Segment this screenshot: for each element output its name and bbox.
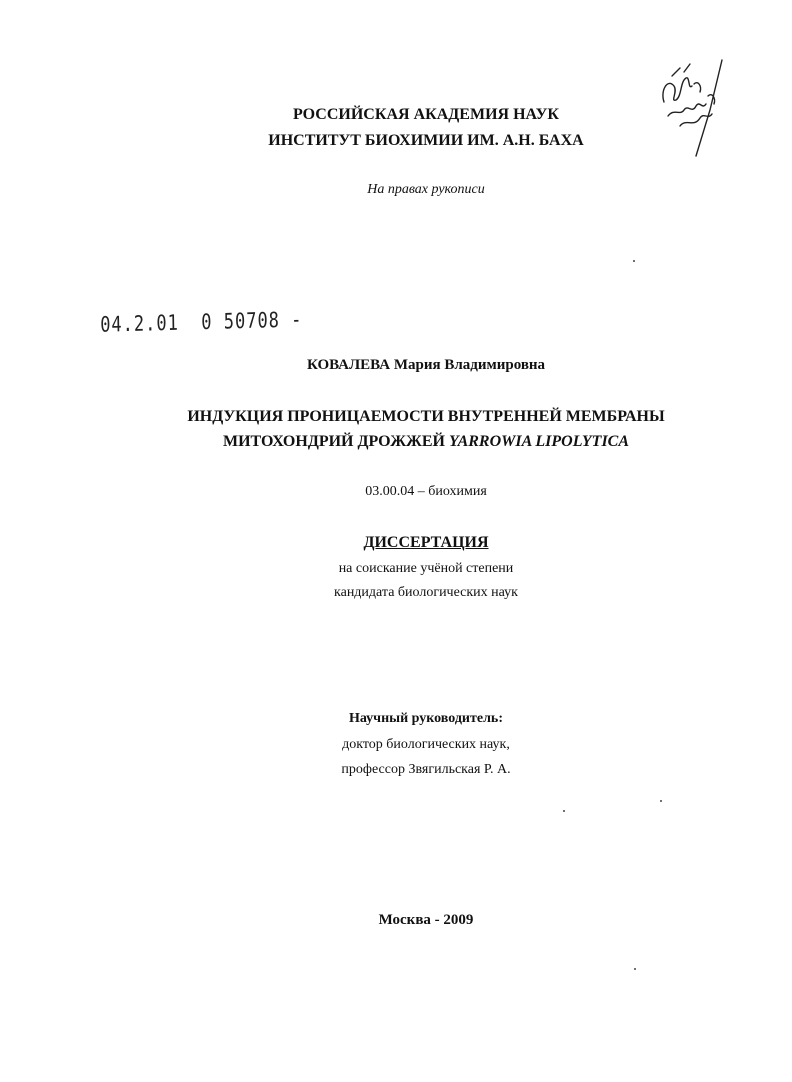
scan-speck xyxy=(633,260,635,262)
supervisor-degree: доктор биологических наук, xyxy=(342,737,510,752)
organization-name: РОССИЙСКАЯ АКАДЕМИЯ НАУК xyxy=(292,106,559,123)
supervisor-heading: Научный руководитель: xyxy=(349,711,503,726)
thesis-title-prefix: МИТОХОНДРИЙ ДРОЖЖЕЙ xyxy=(222,433,449,450)
author-name xyxy=(30,357,792,374)
author-surname: КОВАЛЕВА xyxy=(306,357,391,373)
institute-name: ИНСТИТУТ БИОХИМИИ ИМ. А.Н. БАХА xyxy=(268,132,584,149)
document-type: ДИССЕРТАЦИЯ xyxy=(363,534,489,551)
degree-line2: кандидата биологических наук xyxy=(334,585,518,600)
supervisor-name: профессор Звягильская Р. А. xyxy=(341,762,511,777)
author-given-names: Мария Владимировна xyxy=(393,357,546,373)
thesis-title-line2 xyxy=(30,433,792,451)
scan-speck xyxy=(634,968,636,970)
thesis-title-line1: ИНДУКЦИЯ ПРОНИЦАЕМОСТИ ВНУТРЕННЕЙ МЕМБРАНЫ xyxy=(187,408,665,425)
registration-stamp: 04.2.01 0 50708 - xyxy=(100,307,303,338)
manuscript-rights-note: На правах рукописи xyxy=(367,182,485,197)
specialty-code: 03.00.04 – биохимия xyxy=(365,484,487,499)
degree-line1: на соискание учёной степени xyxy=(338,561,514,576)
scan-speck xyxy=(660,800,662,802)
scan-speck xyxy=(563,810,565,812)
city-and-year: Москва - 2009 xyxy=(378,912,474,928)
species-name: YARROWIA LIPOLYTICA xyxy=(448,433,630,450)
